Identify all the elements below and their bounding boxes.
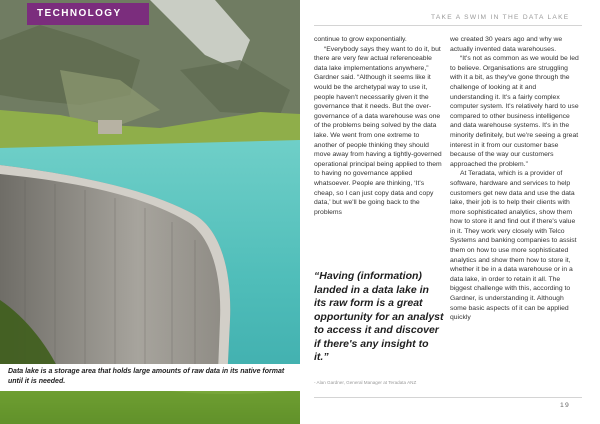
article-column-left — [314, 35, 444, 217]
paragraph: “Everybody says they want to do it, but there are very few actual referenceable data lake implementations anywhere,” Gardner said. “Although it seems like it would be the archetypal way to use it, people haven't necessarily given it the governance that it needs. But the over-governance of a data warehouse was one of the problems being solved by the data lake. We went from one extreme to another of people thinking they should move away from having a tightly-governed operational principal being applied to them to having no governance applied whatsoever. People are thinking, ‘It's cheap, so I can just copy data and copy data,’ but we'll be going back to the problems — [314, 45, 442, 216]
pull-quote: “Having (information) landed in a data lake in its raw form is a great opportunity for an analyst to access it and discover if there's any insight to it.” — [314, 270, 444, 363]
header-divider — [314, 25, 582, 26]
paragraph: continue to grow exponentially. — [314, 36, 407, 43]
quote-attribution: - Alan Gardner, General Manager at Teradata ANZ — [314, 380, 417, 385]
page-number: 19 — [560, 402, 570, 409]
article-column-right — [450, 35, 580, 323]
footer-divider — [314, 397, 582, 398]
paragraph: At Teradata, which is a provider of software, hardware and services to help customers get new data and use the data lake, their job is to help their clients with more sophisticated analytics, show them how to store it and find out if there's value in it. They work very closely with Telco Systems and banking companies to assist them on how to use more sophisticated analytics and show them how to store it, whether it be in a data warehouse or in a data lake, in order to retain it all. The biggest challenge with this, according to Gardner, is understanding it. Although some basic aspects of it can be applied quickly — [450, 170, 577, 322]
running-header: TAKE A SWIM IN THE DATA LAKE — [431, 14, 570, 21]
section-tab: TECHNOLOGY — [27, 3, 149, 25]
paragraph: “It's not as common as we would be led to believe. Organisations are struggling with it a bit, as they've gone through the challenge of looking at it and understanding it. It's a fairly complex computer system. It's relatively hard to use compared to other business intelligence and data warehouse systems. It's in the minority definitely, but we're seeing a great interest in it from our customer base because of the way our customers approached the problem.” — [450, 55, 579, 168]
photo-caption: Data lake is a storage area that holds large amounts of raw data in its native format until it is needed. — [0, 364, 300, 391]
paragraph: we created 30 years ago and why we actually invented data warehouses. — [450, 36, 563, 53]
